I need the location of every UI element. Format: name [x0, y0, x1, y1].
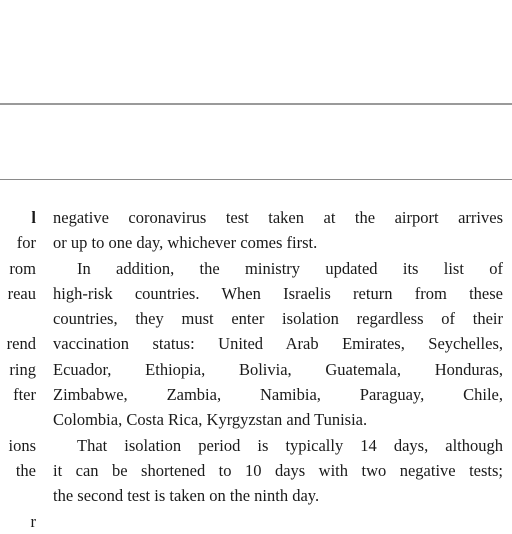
text-line: it can be shortened to 10 days with two negative tests; [53, 460, 503, 480]
text-line: the second test is taken on the ninth day. [53, 486, 320, 506]
text-line: That isolation period is typically 14 days, although [77, 435, 503, 455]
left-line: rend [6, 334, 36, 354]
paragraph-gap [0, 306, 36, 331]
text-line: Ecuador, Ethiopia, Bolivia, Guatemala, Honduras, [53, 359, 503, 379]
text-line: In addition, the ministry updated its list of [77, 258, 503, 278]
text-line: Zimbabwe, Zambia, Namibia, Paraguay, Chile, [53, 385, 503, 405]
left-column-fragment [0, 205, 36, 534]
left-line: r [30, 511, 36, 531]
paragraph-gap [0, 483, 36, 508]
text-line: Colombia, Costa Rica, Kyrgyzstan and Tunisia. [53, 410, 368, 430]
left-line: l [31, 208, 36, 227]
left-line: the [15, 460, 36, 480]
text-line: high-risk countries. When Israelis return from these [53, 283, 503, 303]
article-body-column [53, 205, 503, 509]
text-line: negative coronavirus test taken at the airport arrives [53, 208, 503, 227]
paragraph-gap [0, 407, 36, 432]
left-line: ions [8, 435, 36, 455]
left-line: rom [9, 258, 36, 278]
left-line: ring [9, 359, 36, 379]
header-divider [0, 103, 512, 105]
left-line: for [16, 233, 36, 253]
left-line: fter [13, 385, 36, 405]
text-line: countries, they must enter isolation regardless of their [53, 309, 503, 329]
section-divider [0, 179, 512, 180]
left-line: reau [7, 283, 36, 303]
text-line: vaccination status: United Arab Emirates, Seychelles, [53, 334, 503, 354]
text-line: or up to one day, whichever comes first. [53, 233, 318, 253]
